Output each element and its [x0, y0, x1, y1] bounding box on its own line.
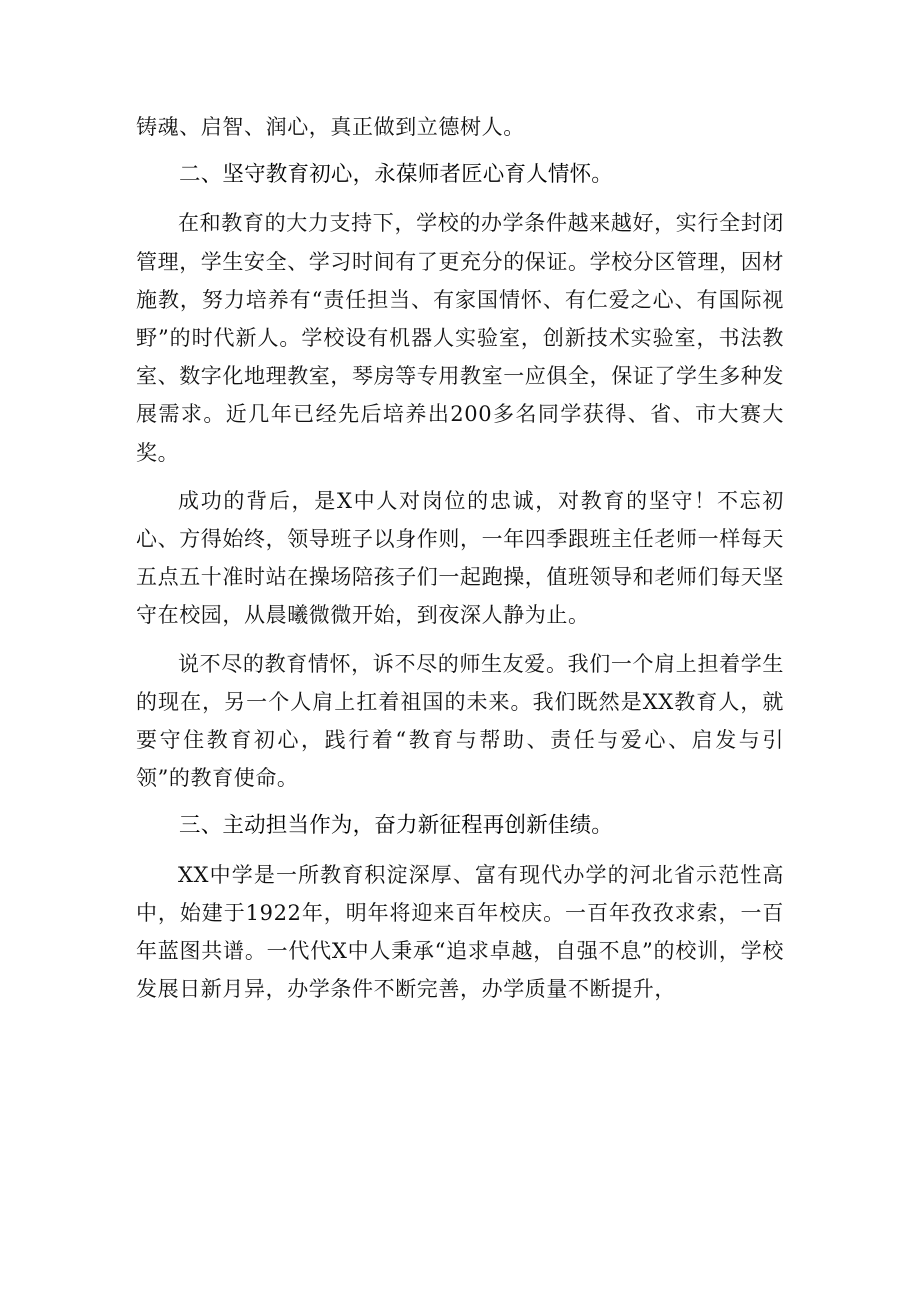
- paragraph-dedication: 成功的背后，是X中人对岗位的忠诚，对教育的坚守！不忘初心、方得始终，领导班子以身作则，一年四季跟班主任老师一样每天五点五十准时站在操场陪孩子们一起跑操，值班领导和老师们每天坚守在校园，从晨曦微微开始，到夜深人静为止。: [136, 488, 784, 628]
- paragraph-school-history: XX中学是一所教育积淀深厚、富有现代办学的河北省示范性高中，始建于1922年，明年将迎来百年校庆。一百年孜孜求索，一百年蓝图共谱。一代代X中人秉承“追求卓越，自强不息”的校训，学校发展日新月异，办学条件不断完善，办学质量不断提升，: [136, 862, 784, 1002]
- section-heading-2: 二、坚守教育初心，永葆师者匠心育人情怀。: [179, 162, 614, 188]
- paragraph-school-conditions: 在和教育的大力支持下，学校的办学条件越来越好，实行全封闭管理，学生安全、学习时间有了更充分的保证。学校分区管理，因材施教，努力培养有“责任担当、有家国情怀、有仁爱之心、有国际视野”的时代新人。学校设有机器人实验室，创新技术实验室，书法教室、数字化地理教室，琴房等专用教室一应俱全，保证了学生多种发展需求。近几年已经先后培养出200多名同学获得、省、市大赛大奖。: [136, 211, 784, 465]
- document-body: [136, 108, 784, 1008]
- continuation-text: 铸魂、启智、润心，真正做到立德树人。: [136, 115, 525, 139]
- section-heading-3: 三、主动担当作为，奋力新征程再创新佳绩。: [179, 813, 614, 839]
- paragraph-education-mission: 说不尽的教育情怀，诉不尽的师生友爱。我们一个肩上担着学生的现在，另一个人肩上扛着祖国的未来。我们既然是XX教育人，就要守住教育初心，践行着“教育与帮助、责任与爱心、启发与引领”的教育使命。: [136, 651, 784, 791]
